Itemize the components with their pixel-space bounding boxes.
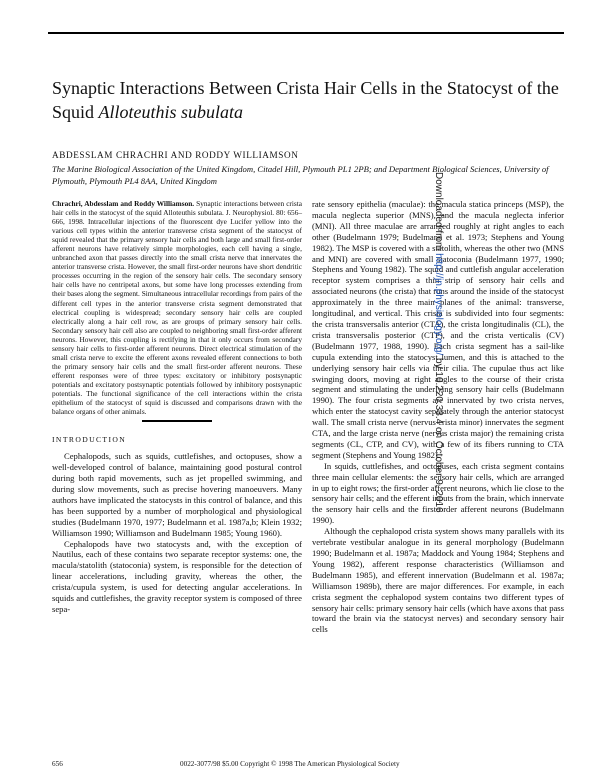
abstract-body: Synaptic interactions between crista hair cells in the statocyst of the squid Alloteuthis subulata. J. Neurophysiol. 80: 656–666, 1998. Intracellular injections of the fluorescent dye Lucifer yellow into the various cell types within the anterior transverse crista segment of the statocyst of squid revealed that the primary sensory hair cells and both large and small first-order afferent neurons have relatively simple morphologies, each cell having a single, unbranched axon that passes directly into the small crista nerve that innervates the anterior transverse crista. However, the small first-order neurons have short dendritic processes occurring in the region of the sensory hair cells. The secondary sensory hair cells have no centripetal axons, but some have long processes extending from their bases along the segment. Simultaneous intracellular recordings from pairs of the different cell types in the anterior transverse crista segment demonstrated that electrical coupling is widespread; secondary sensory hair cells are coupled electrically along a hair cell row, as are groups of primary sensory hair cells. Secondary sensory hair cell also are coupled to neighboring small first-order afferent neurons. However, this coupling is rectifying in that it only occurs from secondary sensory hair cells to first-order afferent neurons. Direct electrical stimulation of the small crista nerve to excite the efferent axons revealed efferent connections to both the primary sensory hair cells and the small first-order afferent neurons. These efferent responses were of three types: excitatory or inhibitory postsynaptic potentials and excitatory postsynaptic potentials followed by inhibitory postsynaptic potentials. The functional significance of the cell interactions within the crista epithelium of the statocyst of squid is discussed and comparisons drawn with the balance organs of other animals.	[52, 199, 302, 417]
paragraph: Although the cephalopod crista system shows many parallels with its vertebrate vestibular analogue in its general morphology (Budelmann 1990; Budelmann et al. 1987a; Maddock and Young 1984; Stephens and Young 1982), afferent response characteristics (Williamson and Budelmann 1985), and efferent innervation (Budelmann et al. 1987a; Williamson 1989b), there are major differences. For example, in each crista segment the cephalopod system contains two different types of sensory hair cells: primary sensory hair cells (which have axons that pass toward the brain via the statocyst nerves) and secondary sensory hair cells	[312, 526, 564, 635]
title-species: Alloteuthis subulata	[98, 102, 244, 122]
copyright-line: 0022-3077/98 $5.00 Copyright © 1998 The American Physiological Society	[180, 760, 400, 768]
title-main: Synaptic Interactions Between Crista Hair Cells in the Statocyst of the Squid	[52, 78, 559, 122]
left-column	[52, 199, 302, 615]
paragraph: rate sensory epithelia (maculae): the macula statica princeps (MSP), the macula neglecta superior (MNS), and the macula neglecta inferior (MNI). All three maculae are arranged roughly at right angles to each other (Budelmann 1979; Budelmann et al. 1973; Stephens and Young 1982). The MSP is covered with a statolith, whereas the other two (MNS and MNI) are covered with small statoconia (Budelmann 1977, 1990; Stephens and Young 1982). The squid and cuttlefish angular acceleration receptor system comprises a thin strip of sensory hair cells and associated neurons (the crista) that runs around the inside of the statocyst approximately in the three main planes of the animal: transverse, longitudinal, and vertical. This crista is subdivided into four segments: the crista transversalis anterior (CTA), the crista longitudinalis (CL), the crista transversalis posterior (CTP), and the crista verticalis (CV) (Budelmann 1977, 1988, 1990). Each crista segment has a sail-like cupula extending into the statocyst lumen, and this is attached to the underlying sensory hair cells via their cilia. The cupulae thus act like swinging doors, moving at right angles to the course of their crista segment and stimulating the underlying sensory hair cells (Budelmann 1990). The four crista segments are innervated by two crista nerves, which enter the statocyst cavity separately through the anterior statocyst wall. The small crista nerve (nervus crista minor) innervates the segment CTA, and the large crista nerve (nervus crista major) the remaining crista segments (CL, CTP, and CV), with a few of its fibers running to CTA segment (Stephens and Young 1982).	[312, 199, 564, 460]
page-number: 656	[52, 760, 63, 768]
abstract-separator	[142, 420, 212, 422]
section-heading-introduction: INTRODUCTION	[52, 435, 127, 445]
download-notice	[433, 172, 444, 513]
article-title	[52, 76, 562, 124]
header-rule	[48, 32, 564, 34]
introduction-text	[52, 451, 302, 615]
download-suffix: by 10.220.33.4 on October 9, 2016	[433, 355, 444, 513]
paragraph: Cephalopods, such as squids, cuttlefishes, and octopuses, show a well-developed control of balance, maintaining good postural control during both rapid movements, such as jet propelled swimming, and during slow movements, such as precise hovering manoeuvers. Many authors have implicated the statocysts in this control of balance, and this has been supported by a number of morphological and physiological studies (Budelmann 1970, 1977; Budelmann et al. 1987a,b; Klein 1932; Williamson 1990; Williamson and Budelmann 1985; Young 1960).	[52, 451, 302, 538]
journal-link[interactable]: http://jn.physiology.org/	[433, 253, 444, 356]
abstract-authors: Chrachri, Abdesslam and Roddy Williamson.	[52, 199, 195, 208]
paragraph: Cephalopods have two statocysts and, with the exception of Nautilus, each of these contains two separate receptor systems: one, the macula/statolith (statoconia) system, is responsible for the detection of linear accelerations, including gravity, whereas the other, the crista/cupula system, is used for detecting angular accelerations. In squids and cuttlefishes, the gravity receptor system is composed of three sepa-	[52, 538, 302, 615]
paragraph: In squids, cuttlefishes, and octopuses, each crista segment contains three main cellular elements: the sensory hair cells, which are arranged in up to eight rows; the first-order afferent neurons, which lie close to the sensory hair cells; and the efferent inputs from the brain, which innervate the sensory hair cells and the first-order afferent neurons (Budelmann 1990).	[312, 460, 564, 526]
abstract	[52, 199, 302, 416]
author-list: ABDESSLAM CHRACHRI AND RODDY WILLIAMSON	[52, 150, 299, 160]
download-prefix: Downloaded from	[433, 172, 444, 254]
affiliation: The Marine Biological Association of the United Kingdom, Citadel Hill, Plymouth PL1 2PB; and Department Biological Sciences, University of Plymouth, Plymouth PL4 8AA, United Kingdom	[52, 164, 549, 186]
